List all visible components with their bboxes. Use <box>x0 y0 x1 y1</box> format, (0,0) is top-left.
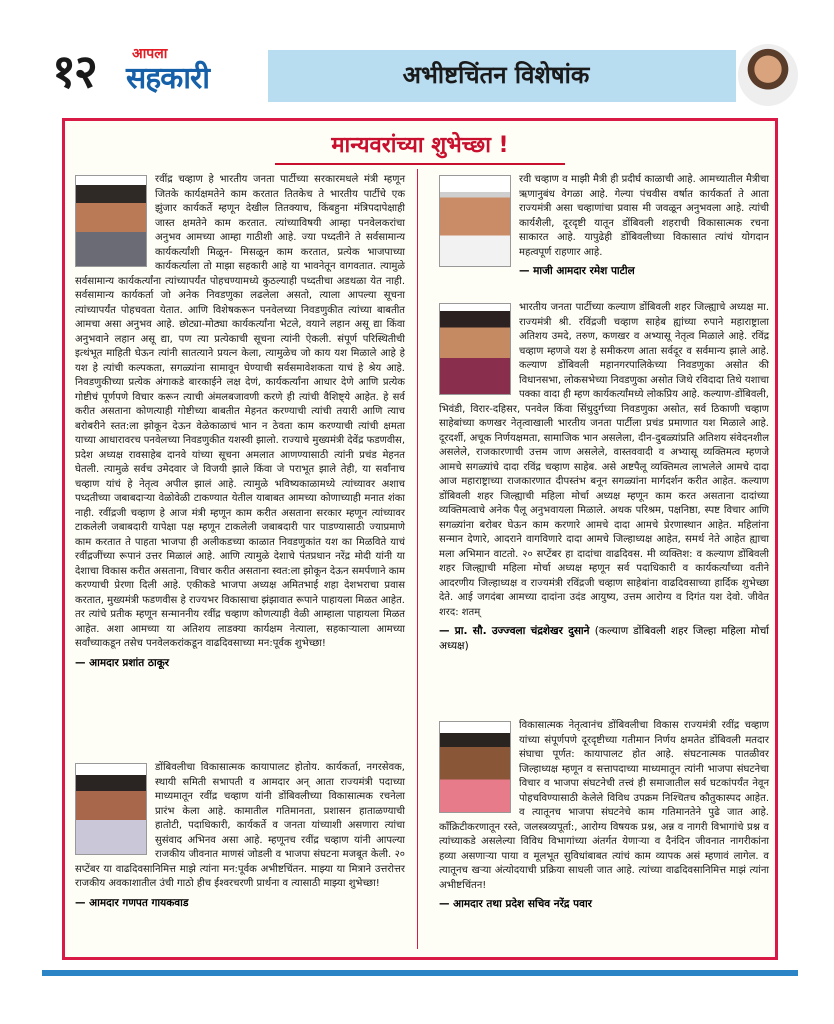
footer-bar <box>42 970 798 976</box>
signature: — आमदार गणपत गायकवाड <box>75 896 189 909</box>
column-divider <box>417 169 418 949</box>
signature-designation: (कल्याण डोंबिवली शहर जिल्हा महिला मोर्चा अध्यक्ष) <box>439 625 769 652</box>
message-ramesh-patil <box>439 173 769 279</box>
message-narendra-pawar <box>439 719 769 912</box>
signature-name: — प्रा. सौ. उज्ज्वला चंद्रशेखर दुसाने <box>439 625 590 637</box>
message-ganpat-gaikwad <box>75 761 405 910</box>
message-ujwala-dusane <box>439 301 769 653</box>
message-body: विकासात्मक नेतृत्वानंच डोंबिवलीचा विकास राज्यमंत्री रवींद्र चव्हाण यांच्या संपूर्णपणे दूरदृष्टीच्या गतीमान निर्णय क्षमतेत डोंबिवली मतदार संघाचा पूर्णत: कायापालट होत आहे. संघटनात्मक पातळीवर जिल्हाध्यक्ष म्हणून व सत्तापदाच्या माध्यमातून त्यांनी भाजपा संघटनेचा विचार व भाजपा संघटनेची तत्त्वं ही समाजातील सर्व घटकांपर्यंत नेवून पोहचविण्यासाठी केलेले विविध उपक्रम निश्चितच कौतुकास्पद आहेत. व त्यातूनच भाजपा संघटनेचे काम गतिमानतेने पुढे जात आहे. कॉंक्रिटीकरणातून रस्ते, जलस्त्रव्यपूर्ता:, आरोग्य विषयक प्रश्न, अन्न व नागरी विभागांचे प्रश्न व त्यांच्याकडे असलेल्या विविध विभागांच्या अंतर्गत येणाऱ्या व दैनंदिन जीवनात नागरीकांना हव्या असणाऱ्या पाया व मूलभूत सुविधांबाबत त्यांचं काम व्यापक असं म्हणावं लागेल. व त्यातूनच खऱ्या अंत्योदयाची प्रक्रिया साधली जात आहे. त्यांच्या वाढदिवसानिमित्त माझं त्यांना अभीष्टचिंतन! <box>439 720 769 891</box>
photo-prashant-thakur <box>75 175 147 267</box>
signature: — आमदार प्रशांत ठाकूर <box>75 656 170 669</box>
page-header <box>42 44 798 114</box>
signature <box>439 624 769 653</box>
photo-ramesh-patil <box>439 175 511 267</box>
photo-ganpat-gaikwad <box>75 763 147 855</box>
brand-tagline: आपला <box>132 46 168 62</box>
signature: — माजी आमदार रमेश पाटील <box>519 265 635 277</box>
message-body: भारतीय जनता पार्टीच्या कल्याण डोंबिवली शहर जिल्ह्याचे अध्यक्ष मा. राज्यमंत्री श्री. रविंद्रजी चव्हाण साहेब ह्यांच्या रुपाने महाराष्ट्राला अतिशय उमदे, तरुण, कणखर व अभ्यासू नेतृत्व मिळाले आहे. रविंद्र चव्हाण म्हणजे यश हे समीकरण आता सर्वदूर व सर्वमान्य झाले आहे. कल्याण डोंबिवली महानगरपालिकेच्या निवडणुका असोत की विधानसभा, लोकसभेच्या निवडणुका असोत जिथे रविदादा तिथे यशाचा पक्का वादा ही म्हण कार्यकर्त्यांमध्ये लोकप्रिय आहे. कल्याण-डोंबिवली, भिवंडी, विरार-दहिसर, पनवेल किंवा सिंधुदुर्गच्या निवडणुका असोत, सर्व ठिकाणी चव्हाण साहेबांच्या कणखर नेतृत्वाखाली भारतीय जनता पार्टीला प्रचंड प्रमाणात यश मिळाले आहे. दूरदर्शी, अचूक निर्णयक्षमता, सामाजिक भान असलेला, दीन-दुबळ्यांप्रति अतिशय संवेदनशील असलेले, राजकारणाची उत्तम जाण असलेले, वास्तववादी व अभ्यासू व्यक्तिमत्व म्हणजे आमचे सगळ्यांचे दादा रविंद्र चव्हाण साहेब. असे अष्टपैलू व्यक्तिमत्व लाभलेले आमचे दादा आज महाराष्ट्राच्या राजकारणात दीपस्तंभ बनून सगळ्यांना मार्गदर्शन करीत आहेत. कल्याण डोंबिवली शहर जिल्ह्याची महिला मोर्चा अध्यक्ष म्हणून काम करत असताना दादांच्या व्यक्तिमत्वाचे अनेक पैलू अनुभवायला मिळाले. अथक परिश्रम, पक्षनिष्ठा, स्पष्ट विचार आणि सगळ्यांना बरोबर घेऊन काम करणारे आमचे दादा आमचे प्रेरणास्थान आहेत. महिलांना सन्मान देणारे, आदराने वागविणारे दादा आमचे जिल्हाध्यक्ष आहेत, समर्थ नेते आहेत ह्याचा मला अभिमान वाटतो. २० सप्टेंबर हा दादांचा वाढदिवस. मी व्यक्तिश: व कल्याण डोंबिवली शहर जिल्ह्याची महिला मोर्चा अध्यक्ष म्हणून सर्व पदाधिकारी व कार्यकर्त्यांच्या वतीने आदरणीय जिल्हाध्यक्ष व राज्यमंत्री रविंद्रजी चव्हाण साहेबांना वाढदिवसाच्या हार्दिक शुभेच्छा देते. आई जगदंबा आमच्या दादांना उदंड आयुष्य, उत्तम आरोग्य व दिगंत यश देवो. जीवेत शरद: शतम् <box>439 302 769 618</box>
special-issue-title: अभीष्टचिंतन विशेषांक <box>402 61 590 89</box>
page-number: १२ <box>52 44 96 98</box>
title-underline <box>275 163 565 165</box>
page-title: मान्यवरांच्या शुभेच्छा ! <box>331 133 509 158</box>
photo-ujwala-dusane <box>439 303 511 395</box>
greetings-frame <box>62 118 778 960</box>
message-prashant-thakur <box>75 173 405 670</box>
brand-logo: सहकारी <box>126 61 210 96</box>
photo-narendra-pawar <box>439 721 511 813</box>
message-body: रवी चव्हाण व माझी मैत्री ही प्रदीर्घ काळाची आहे. आमच्यातील मैत्रीचा ऋणानुबंध वेगळा आहे. गेल्या पंचवीस वर्षात कार्यकर्ता ते आता राज्यमंत्री असा चव्हाणांचा प्रवास मी जवळून अनुभवला आहे. त्यांची कार्यशैली, दूरदृष्टी यातून डोंबिवली शहराची विकासात्मक रचना साकारत आहे. यापुढेही डोंबिवलीच्या विकासात त्यांचं योगदान महत्वपूर्ण राहणार आहे. <box>519 174 769 258</box>
message-body: डोंबिवलीचा विकासात्मक कायापालट होतोय. कार्यकर्ता, नगरसेवक, स्थायी समिती सभापती व आमदार अन् आता राज्यमंत्री पदाच्या माध्यमातून रवींद्र चव्हाण यांनी डोंबिवलीच्या विकासात्मक रचनेला प्रारंभ केला आहे. कामातील गतिमानता, प्रशासन हाताळण्याची हातोटी, पदाधिकारी, कार्यकर्ते व जनता यांच्याशी असणारा त्यांचा सुसंवाद अभिनव असा आहे. म्हणूनच रवींद्र चव्हाण यांनी आपल्या राजकीय जीवनात माणसं जोडली व भाजपा संघटना मजबूत केली. २० सप्टेंबर या वाढदिवसानिमित्त माझे त्यांना मन:पूर्वक अभीष्टचिंतन. माझ्या या मित्राने उत्तरोत्तर राजकीय अवकाशातील उंची गाठो हीच ईश्वरचरणी प्रार्थना व त्यासाठी माझ्या शुभेच्छा! <box>75 762 405 889</box>
signature: — आमदार तथा प्रदेश सचिव नरेंद्र पवार <box>439 898 592 910</box>
honoree-portrait <box>738 44 798 106</box>
message-body: रवींद्र चव्हाण हे भारतीय जनता पार्टीच्या सरकारमधले मंत्री म्हणून जितके कार्यक्षमतेने काम करतात तितकेच ते भारतीय पार्टीचे एक झुंजार कार्यकर्ते म्हणून देखील तितक्याच, किंबहुना मंत्रिपदापेक्षाही जास्त क्षमतेने काम करतात. त्यांच्याविषयी आम्हा पनवेलकरांचा अनुभव आमच्या आम्हा गाठीशी आहे. ज्या पध्दतीने ते सर्वसामान्य कार्यकर्त्यांशी मिळून- मिसळून काम करतात, प्रत्येक भाजपाच्या कार्यकर्त्याला तो माझा सहकारी आहे या भावनेतून वागवतात. त्यामुळे सर्वसामान्य कार्यकर्त्यांना त्यांच्यापर्यंत पोहचण्यामध्ये कुठल्याही पध्दतीचा अडथळा येत नाही. सर्वसामान्य कार्यकर्ता जो अनेक निवडणुका लढलेला असतो, त्याला आपल्या सूचना त्यांच्यापर्यंत पोहचवता येतात. आणि विशेषकरून पनवेलच्या निवडणुकीत त्यांच्या बाबतीत आमचा असा अनुभव आहे. छोट्या-मोठ्या कार्यकर्त्यांना भेटले, वयाने लहान असू द्या किंवा अनुभवाने लहान असू द्या, पण त्या प्रत्येकाची सूचना त्यांनी ऐकली. संपूर्ण परिस्थितीची इत्थंभूत माहिती घेऊन त्यांनी सातत्याने प्रयत्न केला, त्यामुळेच जो काय यश मिळाले आहे हे यश हे त्यांची कल्पकता, सगळ्यांना सामावून घेण्याची सर्वसमावेशकता याचं हे श्रेय आहे. निवडणुकीच्या प्रत्येक अंगाकडे बारकाईने लक्ष देणं, कार्यकर्त्यांना आधार देणे आणि प्रत्येक गोष्टीचं पूर्णपणे विचार करून त्याची अंमलबजावणी करणे ही त्यांची वैशिष्ट्ये आहेत. हे सर्व करीत असताना कोणत्याही गोष्टीच्या बाबतीत मेहनत करण्याची त्यांची तयारी आणि त्याच बरोबरीने स्तत:ला झोकून देऊन वेळेकाळाचं भान न ठेवता काम करण्याची त्यांची क्षमता याच्या आधारावरच पनवेलच्या निवडणुकीत यशस्वी झालो. राज्याचे मुख्यमंत्री देवेंद्र फडणवीस, प्रदेश अध्यक्ष रावसाहेब दानवे यांच्या सूचना अमलात आणण्यासाठी त्यांनी प्रचंड मेहनत घेतली. त्यामुळे सर्वच उमेदवार जे विजयी झाले किंवा जे पराभूत झाले तेही, या सर्वांनाच चव्हाण यांचं हे नेतृत्व अपील झालं आहे. त्यामुळे भविष्यकाळामध्ये त्यांच्यावर अशाच पध्दतीच्या जबाबदाऱ्या वेळोवेळी टाकण्यात येतील याबाबत आमच्या कोणाच्याही मनात शंका नाही. रवींद्रजी चव्हाण हे आज मंत्री म्हणून काम करीत असताना सरकार म्हणून त्यांच्यावर टाकलेली जबाबदारी यापेक्षा पक्ष म्हणून टाकलेली जबाबदारी पार पाडण्यासाठी ज्याप्रमाणे काम करतात ते पाहता भाजपा ही अलीकडच्या काळात निवडणुकांत यश का मिळविते याचं रवींद्रजींच्या रूपानं उत्तर मिळालं आहे. आणि त्यामुळे देशाचे पंतप्रधान नरेंद्र मोदी यांनी या देशाचा विकास करीत असताना, विचार करीत असताना स्वत:ला झोकून देऊन समर्पणाने काम करण्याची प्रेरणा दिली आहे. एकीकडे भाजपा अध्यक्ष अमितभाई शहा देशभराचा प्रवास करतात, मुख्यमंत्री फडणवीस हे राज्यभर विकासाचा झंझावात रूपाने पाहायला मिळत आहेत. तर त्यांचे प्रतीक म्हणून सन्माननीय रवींद्र चव्हाण कोणत्याही वेळी आम्हाला पाहायला मिळत आहेत. अशा आमच्या या अतिशय लाडक्या कार्यक्षम नेत्याला, सहकाऱ्याला आमच्या सर्वांच्याकडून तसेच पनवेलकरांकडून वाढदिवसाच्या मन:पूर्वक शुभेच्छा! <box>75 174 405 649</box>
